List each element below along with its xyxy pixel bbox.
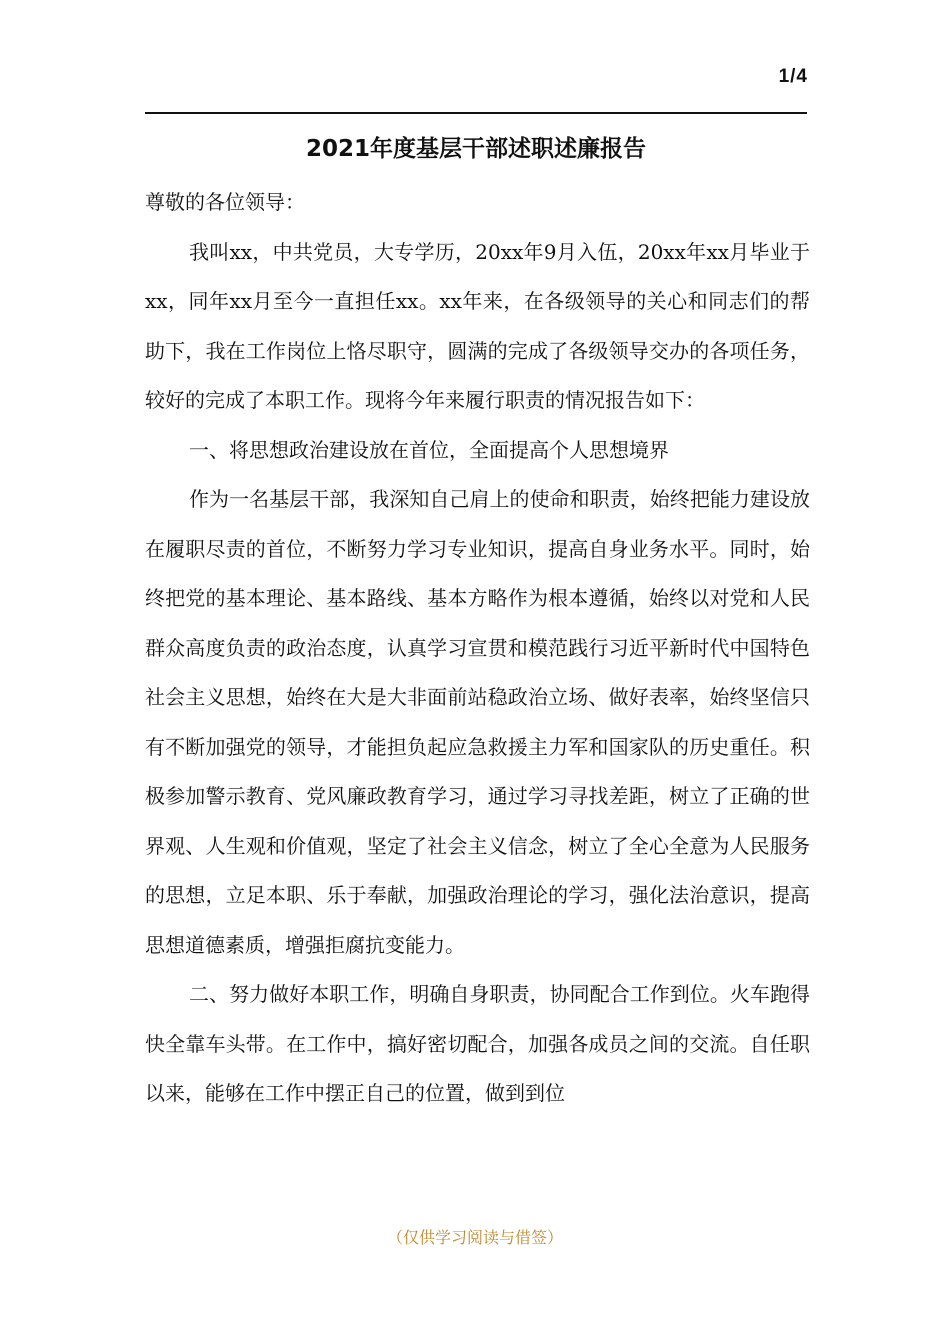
body-paragraph: 作为一名基层干部，我深知自己肩上的使命和职责，始终把能力建设放在履职尽责的首位，不断努力学习专业知识，提高自身业务水平。同时，始终把党的基本理论、基本路线、基本方略作为根本遵循，始终以对党和人民群众高度负责的政治态度，认真学习宣贯和模范践行习近平新时代中国特色社会主义思想，始终在大是大非面前站稳政治立场、做好表率，始终坚信只有不断加强党的领导，才能担负起应急救援主力军和国家队的历史重任。积极参加警示教育、党风廉政教育学习，通过学习寻找差距，树立了正确的世界观、人生观和价值观，坚定了社会主义信念，树立了全心全意为人民服务的思想，立足本职、乐于奉献，加强政治理论的学习，强化法治意识，提高思想道德素质，增强拒腐抗变能力。 — [145, 487, 810, 957]
section-heading: 二、努力做好本职工作，明确自身职责，协同配合工作到位。火车跑得快全靠车头带。在工作中，搞好密切配合，加强各成员之间的交流。自任职以来，能够在工作中摆正自己的位置，做到到位 — [145, 982, 810, 1105]
footer-note: （仅供学习阅读与借签） — [386, 1228, 563, 1247]
document-title: 2021年度基层干部述职述廉报告 — [305, 136, 646, 162]
header-rule — [145, 112, 807, 114]
section-heading: 一、将思想政治建设放在首位，全面提高个人思想境界 — [189, 437, 669, 462]
salutation: 尊敬的各位领导： — [145, 190, 305, 214]
body-paragraph: 我叫xx，中共党员，大专学历，20xx年9月入伍，20xx年xx月毕业于xx，同年xx月至今一直担任xx。xx年来，在各级领导的关心和同志们的帮助下，我在工作岗位上恪尽职守，圆满的完成了各级领导交办的各项任务，较好的完成了本职工作。现将今年来履行职责的情况报告如下： — [145, 239, 810, 412]
document-body — [145, 178, 810, 1119]
page-number: 1/4 — [778, 66, 808, 87]
